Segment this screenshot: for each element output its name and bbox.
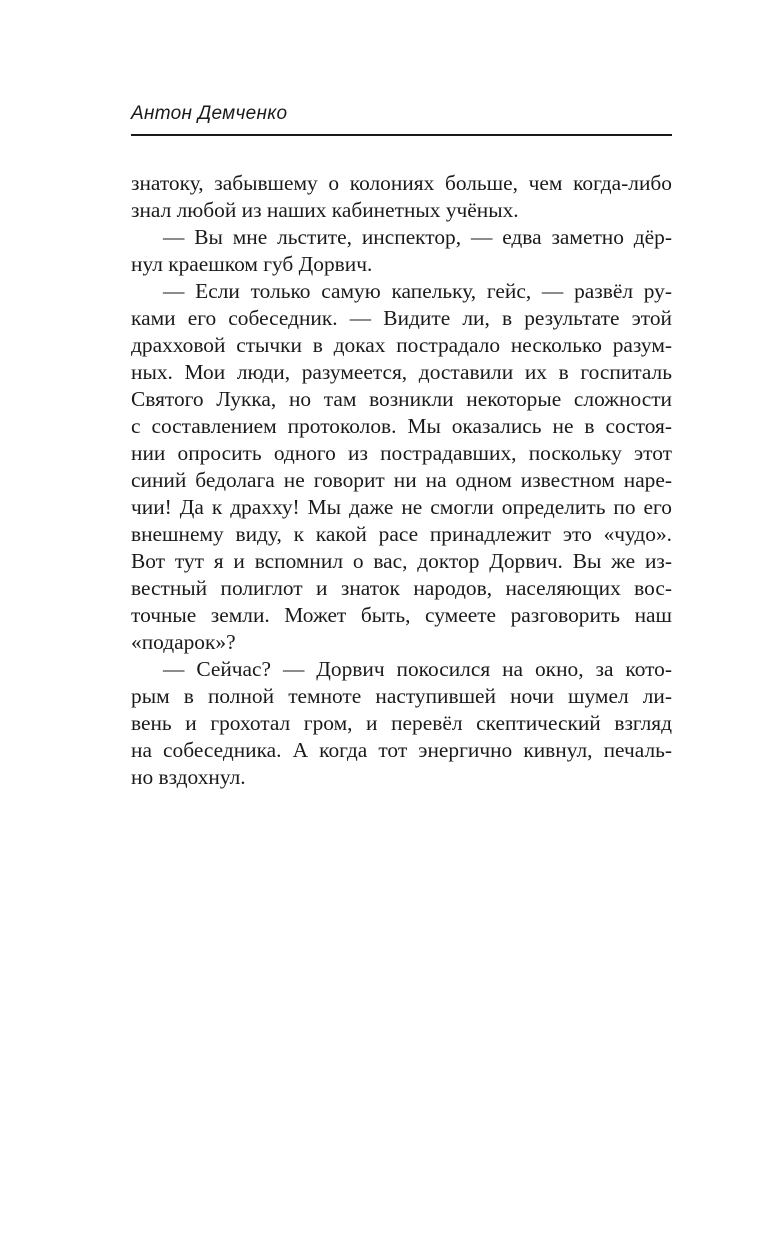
text-line: ных. Мои люди, разумеется, доставили их в госпиталь xyxy=(131,360,672,384)
text-line: на собеседника. А когда тот энергично кивнул, печаль- xyxy=(131,738,672,762)
text-line: чии! Да к драхху! Мы даже не смогли определить по его xyxy=(131,495,672,519)
text-line: Вот тут я и вспомнил о вас, доктор Дорвич. Вы же из- xyxy=(131,549,672,573)
text-line: — Сейчас? — Дорвич покосился на окно, за кото- xyxy=(163,657,672,681)
text-line: синий бедолага не говорит ни на одном известном наре- xyxy=(131,468,672,492)
text-line: знатоку, забывшему о колониях больше, чем когда-либо xyxy=(131,171,672,195)
text-line: — Если только самую капельку, гейс, — развёл ру- xyxy=(163,279,672,303)
text-line: драхховой стычки в доках пострадало несколько разум- xyxy=(131,333,672,357)
text-line: рым в полной темноте наступившей ночи шумел ли- xyxy=(131,684,672,708)
text-line: нии опросить одного из пострадавших, поскольку этот xyxy=(131,441,672,465)
text-line: знал любой из наших кабинетных учёных. xyxy=(131,198,519,222)
text-line: «подарок»? xyxy=(131,630,236,654)
header-rule xyxy=(131,134,672,136)
text-line: Святого Лукка, но там возникли некоторые сложности xyxy=(131,387,672,411)
text-line: но вздохнул. xyxy=(131,765,246,789)
body-text xyxy=(131,170,672,791)
text-line: нул краешком губ Дорвич. xyxy=(131,252,373,276)
text-line: — Вы мне льстите, инспектор, — едва заметно дёр- xyxy=(163,225,672,249)
text-line: внешнему виду, к какой расе принадлежит это «чудо». xyxy=(131,522,672,546)
text-line: ками его собеседник. — Видите ли, в результате этой xyxy=(131,306,672,330)
text-line: вестный полиглот и знаток народов, населяющих вос- xyxy=(131,576,672,600)
text-line: точные земли. Может быть, сумеете разговорить наш xyxy=(131,603,672,627)
text-line: вень и грохотал гром, и перевёл скептический взгляд xyxy=(131,711,672,735)
text-line: с составлением протоколов. Мы оказались не в состоя- xyxy=(131,414,672,438)
running-head-author: Антон Демченко xyxy=(131,103,288,124)
